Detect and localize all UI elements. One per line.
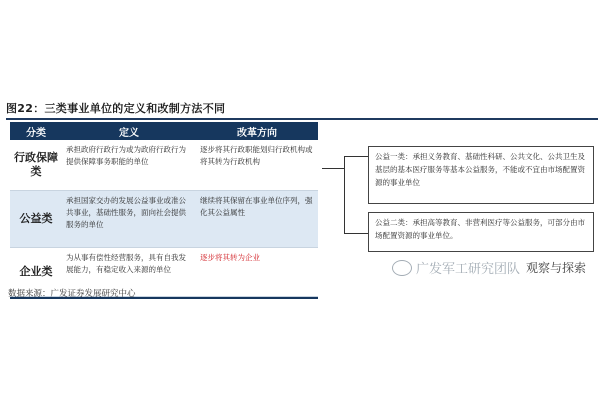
wechat-icon [392, 260, 412, 276]
row-definition: 为从事有偿性经营服务，具有自我发展能力，有稳定收入来源的单位 [66, 253, 186, 274]
watermark [392, 258, 588, 277]
note-public-welfare-1: 公益一类：承担义务教育、基础性科研、公共文化、公共卫生及基层的基本医疗服务等基本公益服务，不能或不宜由市场配置资源的事业单位 [368, 146, 594, 204]
bracket-bottom-arm [344, 233, 368, 234]
bracket-vertical [344, 156, 345, 234]
row-reform: 继续将其保留在事业单位序列，强化其公益属性 [200, 196, 313, 217]
header-reform: 改革方向 [237, 127, 277, 139]
row-category: 企业类 [19, 265, 53, 278]
row-reform-highlight: 逐步将其转为企业 [200, 253, 260, 262]
header-category: 分类 [26, 127, 46, 139]
classification-table [10, 122, 318, 299]
header-definition: 定义 [119, 127, 139, 139]
figure-title: 图22：三类事业单位的定义和改制方法不同 [6, 102, 226, 115]
row-definition: 承担政府行政行为或为政府行政行为提供保障事务职能的单位 [66, 145, 186, 166]
note-public-welfare-2: 公益二类：承担高等教育、非营利医疗等公益服务，可部分由市场配置资源的事业单位。 [368, 212, 594, 252]
title-rule [6, 118, 598, 120]
row-category: 行政保障类 [14, 151, 58, 178]
row-definition: 承担国家交办的发展公益事业或准公共事业，基础性服务，面向社会提供服务的单位 [66, 196, 186, 229]
source-note: 数据来源：广发证券发展研究中心 [8, 289, 136, 299]
bracket-stem [322, 168, 344, 169]
row-reform: 逐步将其行政职能划归行政机构或将其转为行政机构 [200, 145, 313, 166]
row-category: 公益类 [19, 212, 53, 225]
table-row [10, 140, 318, 191]
watermark-text: 广发军工研究团队 [416, 262, 521, 277]
table-row [10, 191, 318, 248]
table-header [10, 122, 318, 140]
bracket-top-arm [344, 156, 368, 157]
watermark-badge: 观察与探索 [526, 261, 587, 275]
